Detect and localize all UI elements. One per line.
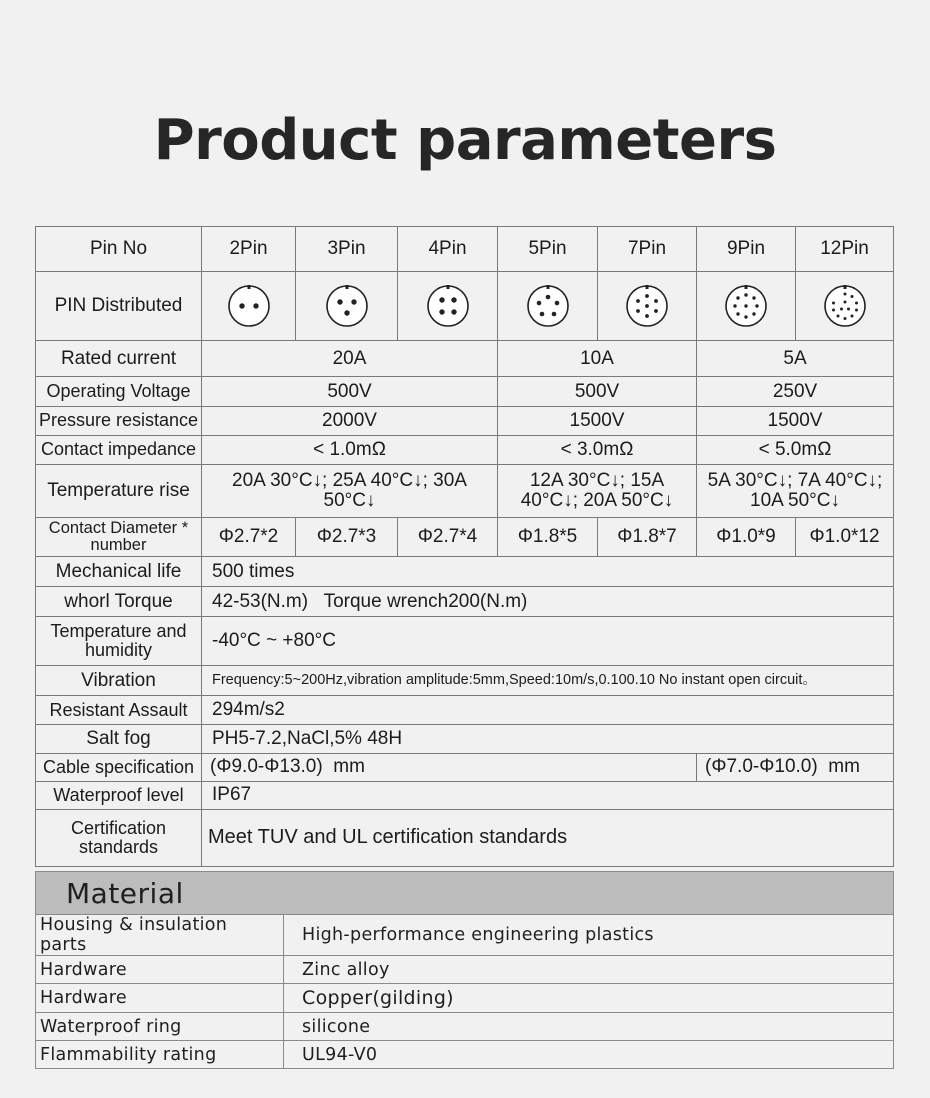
operating-voltage-value: 500V (202, 377, 498, 406)
parameters-table (35, 226, 894, 867)
pin-dot (439, 298, 444, 303)
pin-dot (832, 309, 835, 312)
contact-diameter-value: Φ1.8*7 (598, 517, 697, 556)
cable-spec-value-b: (Φ7.0-Φ10.0) mm (697, 753, 894, 781)
resistant-assault-row (36, 696, 894, 725)
pressure-resistance-value: 1500V (498, 406, 697, 435)
mechanical-life-row (36, 556, 894, 586)
2-pin-connector-icon (227, 284, 271, 328)
material-header-row (36, 872, 894, 915)
operating-voltage-value: 500V (498, 377, 697, 406)
pin-header-4: 4Pin (398, 227, 498, 272)
pin-layout-cell (202, 272, 296, 341)
pin-dot (645, 304, 649, 308)
contact-impedance-value: < 3.0mΩ (498, 435, 697, 464)
vibration-value: Frequency:5~200Hz,vibration amplitude:5mm,Speed:10m/s,0.100.10 No instant open circuit。 (202, 666, 894, 696)
vibration-label: Vibration (36, 666, 202, 696)
pin-dot (733, 305, 736, 308)
pin-dot (337, 300, 342, 305)
pin-dot (736, 313, 739, 316)
operating-voltage-label: Operating Voltage (36, 377, 202, 406)
material-label: Hardware (36, 984, 284, 1013)
pin-dot (654, 299, 658, 303)
pin-dot (344, 311, 349, 316)
resistant-assault-label: Resistant Assault (36, 696, 202, 725)
pin-distributed-row (36, 272, 894, 341)
pin-no-label: Pin No (36, 227, 202, 272)
whorl-torque-value: 42-53(N.m) Torque wrench200(N.m) (202, 587, 894, 617)
mechanical-life-label: Mechanical life (36, 556, 202, 586)
pin-layout-cell (498, 272, 598, 341)
pin-dot (736, 297, 739, 300)
pin-dot (752, 313, 755, 316)
material-heading: Material (36, 872, 894, 915)
contact-diameter-value: Φ1.0*12 (796, 517, 894, 556)
pin-dot (744, 316, 747, 319)
contact-diameter-label: Contact Diameter * number (36, 517, 202, 556)
material-row (36, 915, 894, 956)
cable-spec-label: Cable specification (36, 753, 202, 781)
pin-dot (645, 314, 649, 318)
contact-impedance-label: Contact impedance (36, 435, 202, 464)
whorl-torque-label: whorl Torque (36, 587, 202, 617)
pin-header-2: 2Pin (202, 227, 296, 272)
rated-current-value: 20A (202, 341, 498, 377)
rated-current-value: 10A (498, 341, 697, 377)
pin-dot (843, 293, 846, 296)
material-label: Flammability rating (36, 1041, 284, 1069)
certification-value: Meet TUV and UL certification standards (202, 809, 894, 866)
pin-header-3: 3Pin (296, 227, 398, 272)
pin-dot (744, 294, 747, 297)
4-pin-connector-icon (426, 284, 470, 328)
pressure-resistance-row (36, 406, 894, 435)
pin-layout-cell (598, 272, 697, 341)
mechanical-life-value: 500 times (202, 556, 894, 586)
pressure-resistance-value: 2000V (202, 406, 498, 435)
temp-humidity-value: -40°C ~ +80°C (202, 617, 894, 666)
contact-impedance-value: < 1.0mΩ (202, 435, 498, 464)
pin-dot (847, 308, 850, 311)
temperature-rise-value: 5A 30°C↓; 7A 40°C↓; 10A 50°C↓ (697, 464, 894, 517)
5-pin-connector-icon (526, 284, 570, 328)
3-pin-connector-icon (325, 284, 369, 328)
pin-header-5: 5Pin (498, 227, 598, 272)
pin-header-7: 7Pin (598, 227, 697, 272)
pin-layout-cell (296, 272, 398, 341)
operating-voltage-value: 250V (697, 377, 894, 406)
salt-fog-label: Salt fog (36, 725, 202, 753)
resistant-assault-value: 294m/s2 (202, 696, 894, 725)
waterproof-level-row (36, 781, 894, 809)
page-title: Product parameters (153, 108, 777, 173)
pin-dot (554, 301, 559, 306)
pin-dot (351, 300, 356, 305)
pin-dot (840, 308, 843, 311)
pin-dot (855, 302, 858, 305)
temperature-rise-value: 20A 30°C↓; 25A 40°C↓; 30A 50°C↓ (202, 464, 498, 517)
vibration-row (36, 666, 894, 696)
material-value: silicone (284, 1013, 894, 1041)
temp-humidity-row (36, 617, 894, 666)
pin-dot (755, 305, 758, 308)
pin-dot (239, 304, 244, 309)
contact-diameter-value: Φ1.0*9 (697, 517, 796, 556)
temperature-rise-row (36, 464, 894, 517)
temperature-rise-value: 12A 30°C↓; 15A 40°C↓; 20A 50°C↓ (498, 464, 697, 517)
material-label: Housing & insulation parts (36, 915, 284, 956)
rated-current-value: 5A (697, 341, 894, 377)
contact-impedance-row (36, 435, 894, 464)
pin-dot (439, 310, 444, 315)
material-row (36, 984, 894, 1013)
waterproof-level-value: IP67 (202, 781, 894, 809)
pin-dot (536, 301, 541, 306)
salt-fog-row (36, 725, 894, 753)
pin-layout-cell (398, 272, 498, 341)
contact-impedance-value: < 5.0mΩ (697, 435, 894, 464)
pin-layout-cell (697, 272, 796, 341)
pin-dot (551, 312, 556, 317)
pin-dot (843, 301, 846, 304)
material-row (36, 956, 894, 984)
temperature-rise-label: Temperature rise (36, 464, 202, 517)
pin-dot (855, 309, 858, 312)
contact-diameter-row (36, 517, 894, 556)
pressure-resistance-value: 1500V (697, 406, 894, 435)
certification-label: Certification standards (36, 809, 202, 866)
material-table (35, 871, 894, 1069)
material-label: Waterproof ring (36, 1013, 284, 1041)
contact-diameter-value: Φ2.7*2 (202, 517, 296, 556)
pin-number-row (36, 227, 894, 272)
pin-dot (451, 298, 456, 303)
waterproof-level-label: Waterproof level (36, 781, 202, 809)
rated-current-row (36, 341, 894, 377)
7-pin-connector-icon (625, 284, 669, 328)
pin-layout-cell (796, 272, 894, 341)
operating-voltage-row (36, 377, 894, 406)
pin-dot (253, 304, 258, 309)
material-value: High-performance engineering plastics (284, 915, 894, 956)
pin-dot (645, 294, 649, 298)
contact-diameter-value: Φ2.7*3 (296, 517, 398, 556)
material-value: UL94-V0 (284, 1041, 894, 1069)
material-label: Hardware (36, 956, 284, 984)
pin-dot (545, 295, 550, 300)
pin-dot (843, 317, 846, 320)
pin-dot (850, 315, 853, 318)
pin-dot (636, 309, 640, 313)
pin-distributed-label: PIN Distributed (36, 272, 202, 341)
rated-current-label: Rated current (36, 341, 202, 377)
pin-dot (752, 297, 755, 300)
material-value: Zinc alloy (284, 956, 894, 984)
12-pin-connector-icon (823, 284, 867, 328)
pressure-resistance-label: Pressure resistance (36, 406, 202, 435)
pin-dot (832, 302, 835, 305)
material-row (36, 1013, 894, 1041)
9-pin-connector-icon (724, 284, 768, 328)
pin-dot (836, 315, 839, 318)
cable-spec-value-a: (Φ9.0-Φ13.0) mm (202, 753, 697, 781)
contact-diameter-value: Φ1.8*5 (498, 517, 598, 556)
pin-header-12: 12Pin (796, 227, 894, 272)
cable-spec-row (36, 753, 894, 781)
pin-header-9: 9Pin (697, 227, 796, 272)
material-row (36, 1041, 894, 1069)
salt-fog-value: PH5-7.2,NaCl,5% 48H (202, 725, 894, 753)
pin-dot (636, 299, 640, 303)
contact-diameter-value: Φ2.7*4 (398, 517, 498, 556)
temp-humidity-label: Temperature and humidity (36, 617, 202, 666)
certification-row (36, 809, 894, 866)
whorl-torque-row (36, 587, 894, 617)
pin-dot (451, 310, 456, 315)
pin-dot (654, 309, 658, 313)
material-value: Copper(gilding) (284, 984, 894, 1013)
pin-dot (850, 295, 853, 298)
pin-dot (539, 312, 544, 317)
pin-dot (744, 305, 747, 308)
